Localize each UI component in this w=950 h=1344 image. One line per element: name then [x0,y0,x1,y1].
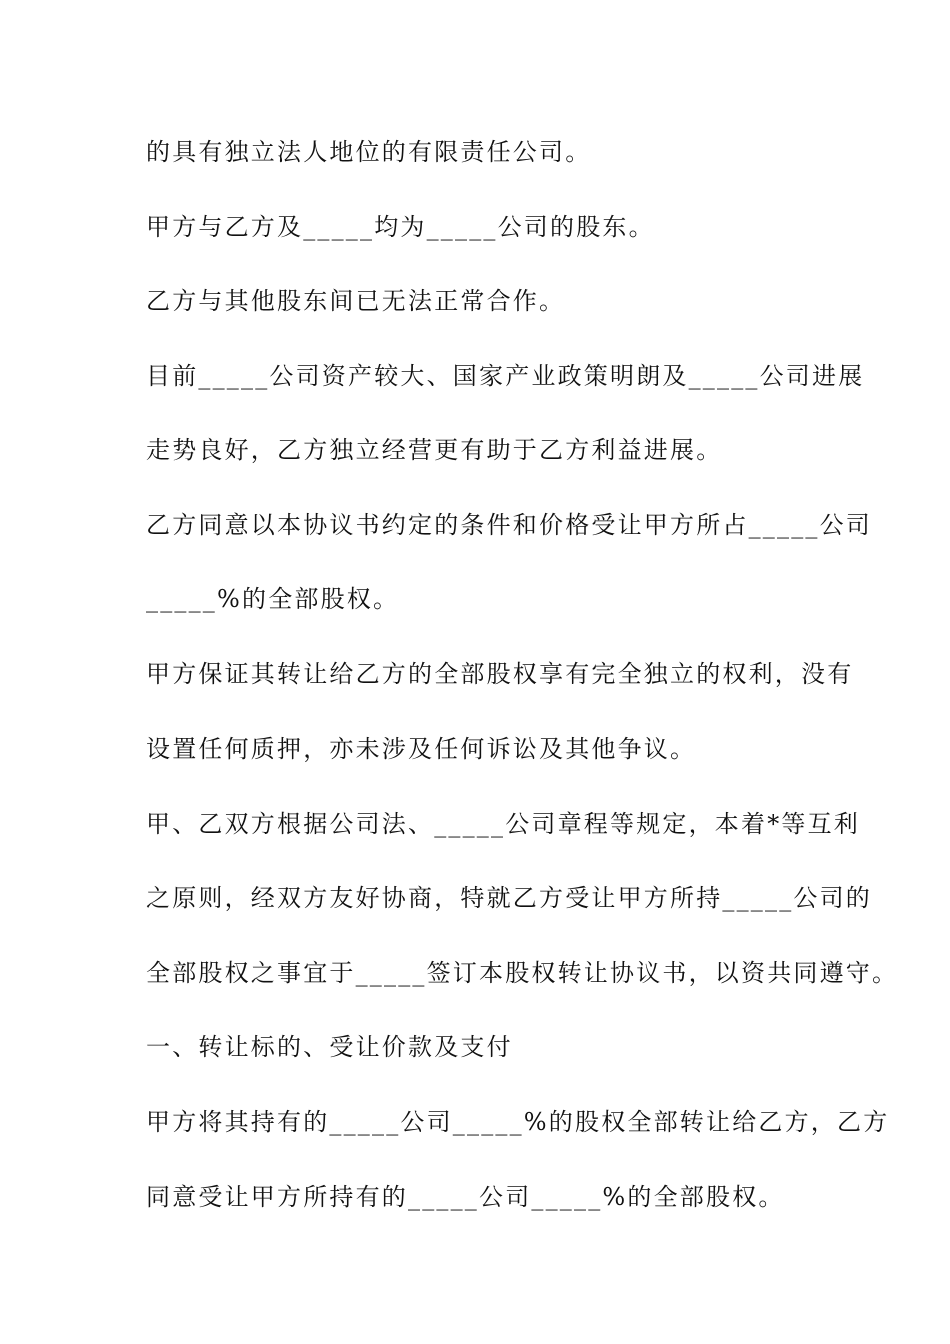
text-line: 同意受让甲方所持有的_____公司_____%的全部股权。 [146,1183,785,1211]
text-line: 设置任何质押，亦未涉及任何诉讼及其他争议。 [146,735,697,763]
text-line: 甲方将其持有的_____公司_____%的股权全部转让给乙方，乙方 [146,1108,890,1136]
text-line: 之原则，经双方友好协商，特就乙方受让甲方所持_____公司的 [146,884,872,912]
text-line: 全部股权之事宜于_____签订本股权转让协议书，以资共同遵守。 [146,959,899,987]
text-line: 乙方与其他股东间已无法正常合作。 [146,287,566,315]
text-line: 的具有独立法人地位的有限责任公司。 [146,138,592,166]
text-line: 甲、乙双方根据公司法、_____公司章程等规定，本着*等互利 [146,810,860,838]
text-line: 目前_____公司资产较大、国家产业政策明朗及_____公司进展 [146,362,865,390]
section-heading: 一、转让标的、受让价款及支付 [146,1033,513,1061]
text-line: 乙方同意以本协议书约定的条件和价格受让甲方所占_____公司 [146,511,872,539]
text-line: _____%的全部股权。 [146,585,400,613]
text-line: 甲方保证其转让给乙方的全部股权享有完全独立的权利，没有 [146,660,854,688]
text-line: 走势良好，乙方独立经营更有助于乙方利益进展。 [146,436,723,464]
text-line: 甲方与乙方及_____均为_____公司的股东。 [146,213,655,241]
